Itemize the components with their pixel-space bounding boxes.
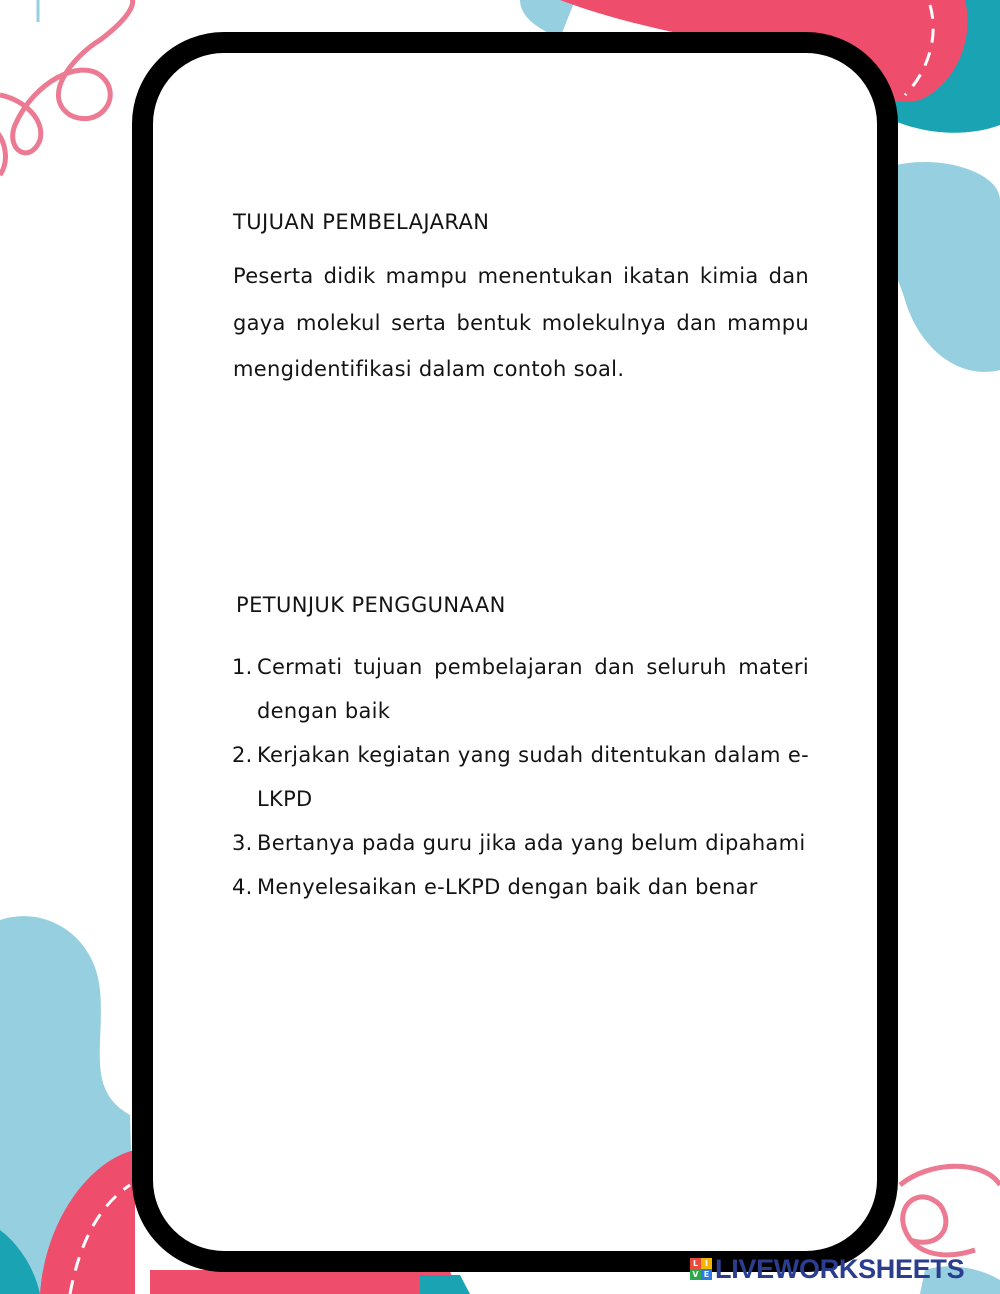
step-item: [232, 733, 809, 821]
step-number: 2.: [232, 743, 253, 767]
logo-letter: E: [701, 1269, 712, 1280]
pink-swirl-top-left: [0, 0, 133, 153]
logo-letter: L: [690, 1258, 701, 1269]
tujuan-body: Peserta didik mampu menentukan ikatan kimia dan gaya molekul serta bentuk molekulnya dan mampu mengidentifikasi dalam contoh soal.: [233, 264, 809, 381]
pink-band-bottom: [150, 1270, 455, 1294]
step-number: 1.: [232, 655, 253, 679]
teal-band-bottom: [420, 1275, 470, 1294]
step-text: Bertanya pada guru jika ada yang belum dipahami: [257, 831, 806, 855]
pink-swirl-bottom-right: [900, 1166, 1000, 1255]
step-text: Cermati tujuan pembelajaran dan seluruh materi dengan baik: [257, 655, 809, 723]
step-item: [232, 645, 809, 733]
pink-swirl-top-left-2: [0, 130, 5, 175]
liveworksheets-watermark[interactable]: [690, 1255, 964, 1283]
step-item: [232, 865, 809, 909]
tujuan-heading: TUJUAN PEMBELAJARAN: [233, 210, 490, 234]
step-text: Menyelesaikan e-LKPD dengan baik dan benar: [257, 875, 758, 899]
step-text: Kerjakan kegiatan yang sudah ditentukan dalam e-LKPD: [257, 743, 809, 811]
petunjuk-heading: PETUNJUK PENGGUNAAN: [236, 593, 506, 617]
logo-letter: V: [690, 1269, 701, 1280]
petunjuk-steps-list: [232, 645, 809, 909]
liveworksheets-logo-icon: [690, 1258, 712, 1280]
step-number: 3.: [232, 831, 253, 855]
step-item: [232, 821, 809, 865]
logo-letter: I: [701, 1258, 712, 1269]
step-number: 4.: [232, 875, 253, 899]
watermark-text: LIVEWORKSHEETS: [715, 1253, 965, 1284]
